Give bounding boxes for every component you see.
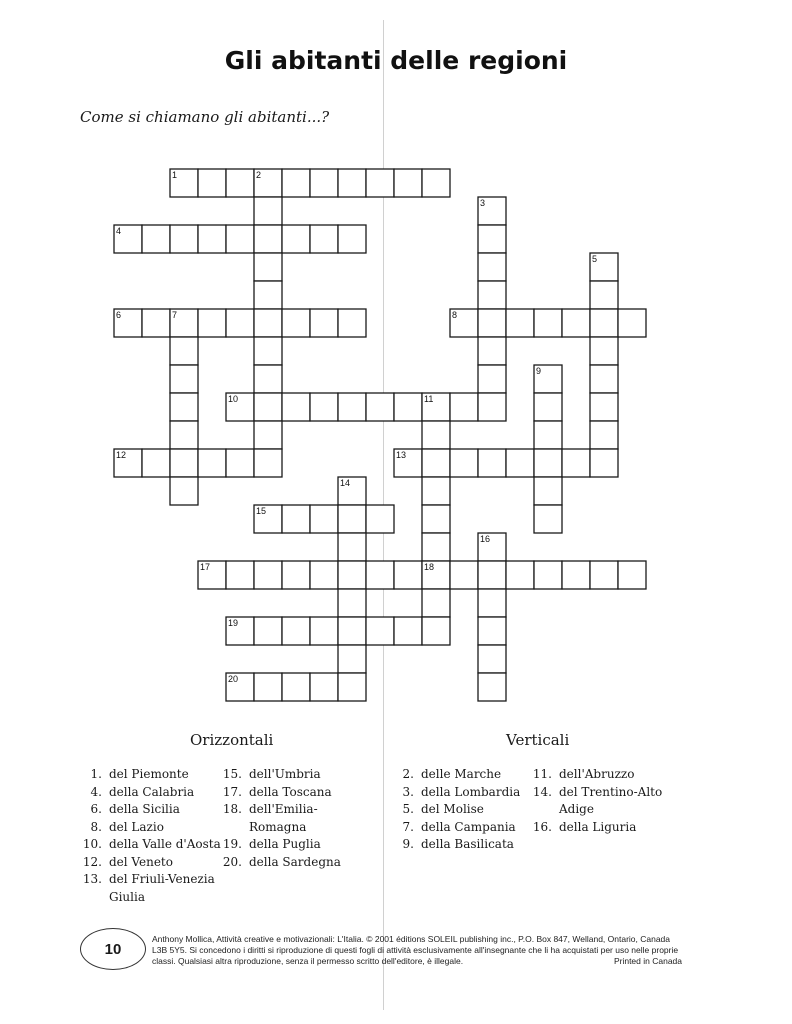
crossword-cell[interactable]	[506, 561, 534, 589]
crossword-cell[interactable]	[506, 449, 534, 477]
page-number-badge: 10	[80, 928, 146, 970]
crossword-cell[interactable]	[310, 169, 338, 197]
clue-text: delle Marche	[421, 767, 502, 781]
crossword-cell[interactable]	[422, 449, 450, 477]
clue-item	[220, 801, 355, 836]
crossword-cell[interactable]	[170, 477, 198, 505]
clue-text: della Toscana	[249, 784, 332, 799]
clue-item	[80, 836, 230, 854]
crossword-cell[interactable]	[282, 617, 310, 645]
crossword-cell[interactable]	[226, 309, 254, 337]
crossword-cell[interactable]	[198, 169, 226, 197]
crossword-cell[interactable]	[478, 281, 506, 309]
crossword-cell[interactable]	[394, 169, 422, 197]
clue-item	[80, 854, 230, 872]
clue-number: 12.	[82, 854, 102, 869]
down-clues-list-2	[530, 766, 675, 836]
crossword-cell[interactable]	[422, 505, 450, 533]
crossword-cell[interactable]	[422, 589, 450, 617]
crossword-cell[interactable]	[310, 505, 338, 533]
crossword-cell[interactable]	[534, 421, 562, 449]
crossword-cell[interactable]	[534, 449, 562, 477]
clue-number-label: 7	[172, 310, 178, 320]
crossword-cell[interactable]	[338, 589, 366, 617]
crossword-cell[interactable]	[450, 449, 478, 477]
clue-number-label: 18	[424, 562, 435, 572]
crossword-cell[interactable]	[226, 169, 254, 197]
crossword-cell[interactable]	[338, 393, 366, 421]
crossword-cell[interactable]	[478, 617, 506, 645]
clue-text: dell'Umbria	[249, 767, 321, 781]
clue-number-label: 4	[116, 226, 122, 236]
crossword-cell[interactable]	[338, 533, 366, 561]
down-heading: Verticali	[506, 731, 570, 749]
across-clues-list-2	[220, 766, 355, 871]
crossword-cell[interactable]	[534, 477, 562, 505]
clue-text: dell'Abruzzo	[559, 767, 635, 781]
clue-number-label: 13	[396, 450, 407, 460]
crossword-cell[interactable]	[338, 673, 366, 701]
clue-number: 18.	[222, 802, 242, 816]
crossword-cell[interactable]	[366, 505, 394, 533]
crossword-cell[interactable]	[310, 393, 338, 421]
clue-item	[392, 801, 532, 819]
clue-text: della Lombardia	[421, 784, 521, 799]
clue-item	[392, 784, 532, 802]
crossword-cell[interactable]	[282, 169, 310, 197]
crossword-cell[interactable]	[170, 225, 198, 253]
crossword-cell[interactable]	[478, 645, 506, 673]
crossword-cell[interactable]	[282, 561, 310, 589]
crossword-cell[interactable]	[366, 393, 394, 421]
clue-number-label: 9	[536, 366, 542, 376]
crossword-cell[interactable]	[282, 505, 310, 533]
crossword-cell[interactable]	[254, 421, 282, 449]
clue-number-label: 15	[256, 506, 267, 516]
clue-text: del Lazio	[109, 819, 164, 834]
crossword-cell[interactable]	[310, 225, 338, 253]
clue-number: 17.	[222, 784, 242, 799]
crossword-cell[interactable]	[534, 505, 562, 533]
crossword-cell[interactable]	[254, 253, 282, 281]
crossword-cell[interactable]	[142, 225, 170, 253]
crossword-cell[interactable]	[590, 421, 618, 449]
crossword-cell[interactable]	[170, 449, 198, 477]
crossword-cell[interactable]	[226, 561, 254, 589]
crossword-cell[interactable]	[478, 309, 506, 337]
clue-number-label: 5	[592, 254, 598, 264]
clue-item	[220, 836, 355, 854]
crossword-cell[interactable]	[590, 309, 618, 337]
clue-text: del Molise	[421, 802, 484, 816]
clue-item	[220, 784, 355, 802]
crossword-cell[interactable]	[478, 253, 506, 281]
crossword-cell[interactable]	[450, 393, 478, 421]
crossword-cell[interactable]	[310, 673, 338, 701]
clue-number-label: 16	[480, 534, 491, 544]
crossword-cell[interactable]	[366, 617, 394, 645]
clue-number: 4.	[90, 784, 102, 799]
crossword-cell[interactable]	[254, 337, 282, 365]
clue-number-label: 8	[452, 310, 458, 320]
crossword-cell[interactable]	[478, 365, 506, 393]
copyright-footer	[152, 934, 682, 967]
clue-item	[530, 784, 675, 819]
clue-number: 20.	[222, 854, 242, 869]
clue-text: del Piemonte	[109, 767, 189, 781]
crossword-cell[interactable]	[338, 561, 366, 589]
clue-number: 8.	[90, 819, 102, 834]
crossword-cell[interactable]	[478, 673, 506, 701]
clue-number: 9.	[402, 837, 414, 851]
clue-number: 13.	[82, 872, 102, 886]
crossword-cell[interactable]	[534, 393, 562, 421]
crossword-cell[interactable]	[198, 225, 226, 253]
crossword-cell[interactable]	[338, 617, 366, 645]
crossword-cell[interactable]	[506, 309, 534, 337]
crossword-cell[interactable]	[478, 561, 506, 589]
clue-number-label: 1	[172, 170, 178, 180]
clue-number-label: 11	[424, 394, 434, 404]
crossword-cell[interactable]	[282, 673, 310, 701]
crossword-cell[interactable]	[590, 281, 618, 309]
crossword-cell[interactable]	[590, 561, 618, 589]
clue-number: 6.	[90, 802, 102, 816]
crossword-cell[interactable]	[394, 617, 422, 645]
clue-item	[392, 819, 532, 837]
clue-item	[220, 766, 355, 784]
clue-text: della Campania	[421, 819, 516, 834]
clue-number: 19.	[222, 837, 242, 851]
page-title: Gli abitanti delle regioni	[224, 46, 568, 75]
crossword-cell[interactable]	[478, 589, 506, 617]
clue-text: della Puglia	[249, 837, 321, 851]
crossword-cell[interactable]	[198, 449, 226, 477]
clue-number-label: 17	[200, 562, 211, 572]
crossword-cell[interactable]	[254, 197, 282, 225]
crossword-cell[interactable]	[142, 449, 170, 477]
clue-text: della Basilicata	[421, 837, 514, 851]
crossword-cell[interactable]	[422, 477, 450, 505]
crossword-cell[interactable]	[422, 533, 450, 561]
crossword-cell[interactable]	[338, 309, 366, 337]
clue-text: della Sardegna	[249, 854, 341, 869]
clue-item	[530, 766, 675, 784]
crossword-cell[interactable]	[338, 505, 366, 533]
clue-item	[392, 836, 532, 854]
clue-number: 11.	[532, 767, 552, 781]
crossword-cell[interactable]	[618, 561, 646, 589]
clue-text: del Trentino-Alto Adige	[559, 784, 663, 816]
crossword-cell[interactable]	[590, 449, 618, 477]
crossword-cell[interactable]	[142, 309, 170, 337]
crossword-cell[interactable]	[618, 309, 646, 337]
crossword-cell[interactable]	[170, 421, 198, 449]
clue-number-label: 12	[116, 450, 127, 460]
clue-number-label: 2	[256, 170, 262, 180]
crossword-cell[interactable]	[450, 561, 478, 589]
clue-number: 3.	[402, 784, 414, 799]
clue-item	[80, 819, 230, 837]
crossword-cell[interactable]	[590, 337, 618, 365]
crossword-cell[interactable]	[226, 225, 254, 253]
crossword-cell[interactable]	[422, 617, 450, 645]
crossword-cell[interactable]	[310, 561, 338, 589]
crossword-cell[interactable]	[282, 393, 310, 421]
clue-number-label: 20	[228, 674, 239, 684]
clue-number-label: 10	[228, 394, 239, 404]
clue-text: della Sicilia	[109, 802, 180, 816]
crossword-cell[interactable]	[366, 561, 394, 589]
clue-number: 1.	[90, 767, 102, 781]
clue-item	[80, 766, 230, 784]
clue-item	[80, 801, 230, 819]
crossword-cell[interactable]	[310, 617, 338, 645]
crossword-cell[interactable]	[310, 309, 338, 337]
clue-item	[392, 766, 532, 784]
clue-text: del Friuli-Venezia Giulia	[109, 872, 215, 904]
crossword-cell[interactable]	[254, 225, 282, 253]
clue-number-label: 3	[480, 198, 486, 208]
clue-text: della Liguria	[559, 819, 637, 834]
clue-number: 14.	[532, 784, 552, 799]
clue-number: 15.	[222, 767, 242, 781]
crossword-cell[interactable]	[394, 561, 422, 589]
crossword-cell[interactable]	[478, 225, 506, 253]
crossword-cell[interactable]	[254, 673, 282, 701]
subtitle: Come si chiamano gli abitanti...?	[80, 108, 330, 126]
crossword-cell[interactable]	[170, 365, 198, 393]
crossword-cell[interactable]	[170, 337, 198, 365]
down-clues-list-1	[392, 766, 532, 854]
clue-item	[220, 854, 355, 872]
crossword-cell[interactable]	[254, 617, 282, 645]
crossword-cell[interactable]	[254, 449, 282, 477]
clue-text: dell'Emilia-Romagna	[249, 802, 318, 834]
clue-number: 16.	[532, 819, 552, 834]
crossword-cell[interactable]	[254, 561, 282, 589]
clue-number: 10.	[82, 837, 102, 851]
clue-number-label: 6	[116, 310, 122, 320]
crossword-cell[interactable]	[282, 225, 310, 253]
crossword-cell[interactable]	[590, 365, 618, 393]
crossword-cell[interactable]	[422, 169, 450, 197]
crossword-cell[interactable]	[254, 309, 282, 337]
clue-text: della Valle d'Aosta	[109, 837, 221, 851]
crossword-cell[interactable]	[282, 309, 310, 337]
crossword-cell[interactable]	[422, 421, 450, 449]
clue-number: 2.	[402, 767, 414, 781]
clue-number: 5.	[402, 802, 414, 816]
crossword-cell[interactable]	[562, 309, 590, 337]
crossword-cell[interactable]	[254, 365, 282, 393]
crossword-cell[interactable]	[562, 449, 590, 477]
printed-in-label: Printed in Canada	[613, 956, 682, 966]
crossword-cell[interactable]	[478, 337, 506, 365]
crossword-cell[interactable]	[562, 561, 590, 589]
crossword-cell[interactable]	[198, 309, 226, 337]
crossword-cell[interactable]	[534, 309, 562, 337]
clue-item	[530, 819, 675, 837]
clue-number-label: 14	[340, 478, 351, 488]
across-heading: Orizzontali	[190, 731, 274, 749]
clue-number-label: 19	[228, 618, 239, 628]
crossword-cell[interactable]	[590, 393, 618, 421]
clue-number: 7.	[402, 819, 414, 834]
clue-item	[80, 871, 230, 906]
crossword-cell[interactable]	[338, 645, 366, 673]
crossword-cell[interactable]	[338, 169, 366, 197]
crossword-cell[interactable]	[170, 393, 198, 421]
crossword-cell[interactable]	[394, 393, 422, 421]
crossword-cell[interactable]	[254, 393, 282, 421]
across-clues-list-1	[80, 766, 230, 906]
crossword-cell[interactable]	[226, 449, 254, 477]
clue-text: del Veneto	[109, 854, 173, 869]
crossword-cell[interactable]	[478, 393, 506, 421]
crossword-cell[interactable]	[254, 281, 282, 309]
crossword-cell[interactable]	[534, 561, 562, 589]
clue-text: della Calabria	[109, 784, 195, 799]
crossword-cell[interactable]	[366, 169, 394, 197]
crossword-cell[interactable]	[478, 449, 506, 477]
crossword-cell[interactable]	[338, 225, 366, 253]
copyright-text: Anthony Mollica, Attività creative e motivazionali: L'Italia. © 2001 éditions SOLEIL publishing inc., P.O. Box 847, Welland, Ontario, Canada L3B 5Y5. Si concedono i diritti si riproduzione di questi fogli di attività esclusivamente all'insegnante che li ha acquistati per uso nelle proprie classi. Qualsiasi altra riproduzione, senza il permesso scritto dell'editore, è illegale.	[152, 934, 679, 966]
clue-item	[80, 784, 230, 802]
